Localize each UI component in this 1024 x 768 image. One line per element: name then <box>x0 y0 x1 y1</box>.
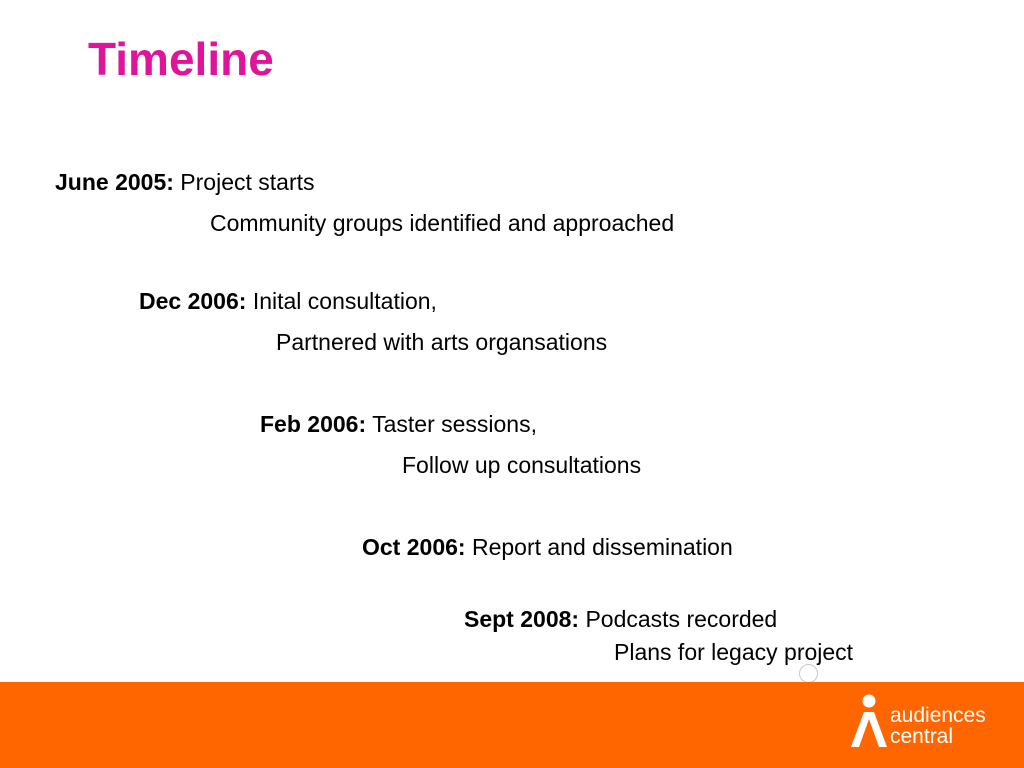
person-a-icon <box>848 691 888 751</box>
timeline-text: Plans for legacy project <box>614 639 854 665</box>
timeline-date: June 2005: <box>55 169 174 195</box>
timeline-entry-line <box>362 536 733 559</box>
logo-line-audiences: audiences <box>890 704 986 727</box>
timeline-date: Oct 2006: <box>362 534 466 560</box>
timeline-text: Taster sessions, <box>372 411 537 437</box>
logo-line-central: central <box>890 725 954 748</box>
timeline-date: Dec 2006: <box>139 288 247 314</box>
slide-title: Timeline <box>88 33 274 85</box>
timeline-text: Project starts <box>180 169 315 195</box>
timeline-text: Report and dissemination <box>471 534 733 560</box>
timeline-text: Follow up consultations <box>402 452 642 478</box>
audiences-central-logo <box>848 688 1008 758</box>
timeline-entry-line <box>139 290 437 313</box>
timeline-text: Podcasts recorded <box>585 606 778 632</box>
timeline-text: Inital consultation, <box>252 288 437 314</box>
timeline-text: Community groups identified and approached <box>210 210 675 236</box>
logo-wordmark <box>890 705 986 747</box>
timeline-date: Feb 2006: <box>260 411 367 437</box>
timeline-date: Sept 2008: <box>464 606 580 632</box>
timeline-entry-line <box>464 608 777 631</box>
timeline-entry-line <box>260 413 537 436</box>
timeline-entry-line <box>55 171 315 194</box>
circle-marker-icon <box>799 664 818 683</box>
timeline-text: Partnered with arts organsations <box>276 329 608 355</box>
